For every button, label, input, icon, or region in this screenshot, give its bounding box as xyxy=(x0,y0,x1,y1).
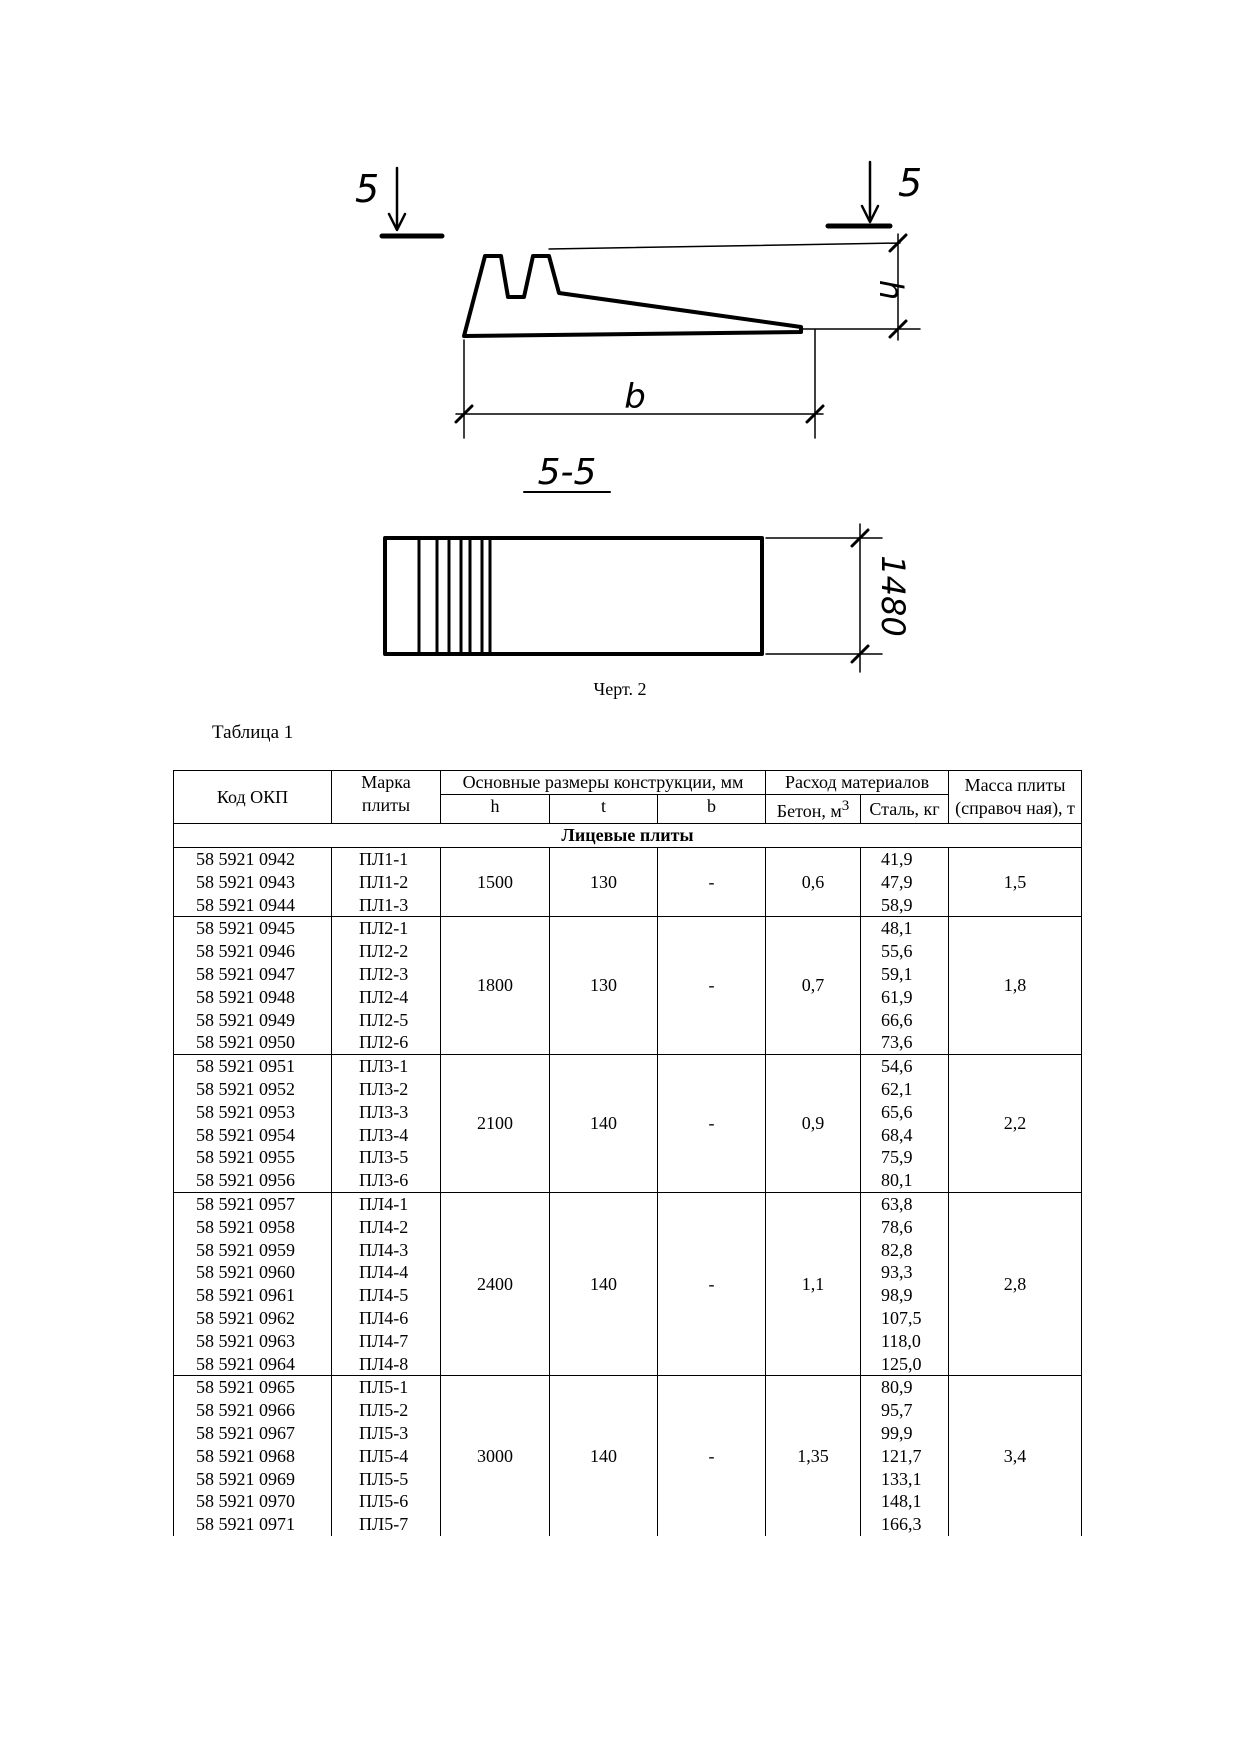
cell-marks-line: ПЛ5-5 xyxy=(359,1468,409,1489)
cell-codes-line: 58 5921 0970 xyxy=(196,1491,295,1512)
cell-steel-line: 80,9 xyxy=(881,1377,913,1398)
cell-codes-line: 58 5921 0969 xyxy=(196,1468,295,1489)
cell-codes-line: 58 5921 0942 xyxy=(196,849,295,869)
cell-mass: 1,8 xyxy=(949,917,1082,1055)
dim-h-ext-top xyxy=(549,243,900,249)
cell-steel-line: 133,1 xyxy=(881,1468,922,1489)
cell-codes-line: 58 5921 0954 xyxy=(196,1124,295,1145)
cell-marks-line: ПЛ2-4 xyxy=(359,986,409,1007)
cell-steel-line: 68,4 xyxy=(881,1124,913,1145)
plate-profile xyxy=(464,256,801,336)
header-dims: Основные размеры конструкции, мм xyxy=(441,771,766,795)
cell-codes-line: 58 5921 0959 xyxy=(196,1239,295,1260)
cell-steel-line: 41,9 xyxy=(881,849,913,869)
section-row xyxy=(174,824,1082,848)
cell-steel-line: 58,9 xyxy=(881,894,913,915)
cell-mass: 1,5 xyxy=(949,848,1082,917)
cell-codes-line: 58 5921 0950 xyxy=(196,1032,295,1053)
cell-marks-line: ПЛ3-3 xyxy=(359,1101,409,1122)
header-concrete-label: Бетон, м xyxy=(776,801,842,821)
cell-steel-line: 148,1 xyxy=(881,1491,922,1512)
cell-b: - xyxy=(658,1055,766,1193)
cell-mass: 2,2 xyxy=(949,1055,1082,1193)
cell-marks xyxy=(332,1376,441,1536)
cell-steel xyxy=(861,1376,949,1536)
cell-codes-line: 58 5921 0965 xyxy=(196,1377,295,1398)
dim-h-label: h xyxy=(872,279,910,301)
cell-marks-line: ПЛ4-8 xyxy=(359,1353,409,1374)
cell-steel-line: 48,1 xyxy=(881,918,913,939)
cell-h: 2100 xyxy=(441,1055,550,1193)
cell-t: 140 xyxy=(550,1376,658,1536)
cell-marks-line: ПЛ2-6 xyxy=(359,1032,409,1053)
cell-t: 130 xyxy=(550,848,658,917)
cell-steel-line: 99,9 xyxy=(881,1422,913,1443)
header-concrete xyxy=(766,795,861,824)
cell-codes xyxy=(174,917,332,1055)
cell-marks-line: ПЛ4-3 xyxy=(359,1239,409,1260)
cell-steel-line: 82,8 xyxy=(881,1239,913,1260)
cell-codes-line: 58 5921 0949 xyxy=(196,1009,295,1030)
cell-b: - xyxy=(658,1192,766,1375)
header-code: Код ОКП xyxy=(174,771,332,824)
cell-t: 130 xyxy=(550,917,658,1055)
table-group-row xyxy=(174,848,1082,917)
cell-marks-line: ПЛ5-7 xyxy=(359,1514,409,1535)
cell-codes-line: 58 5921 0946 xyxy=(196,941,295,962)
cell-marks-line: ПЛ2-3 xyxy=(359,963,409,984)
table-group-row xyxy=(174,1376,1082,1536)
cell-marks-line: ПЛ2-2 xyxy=(359,941,409,962)
cell-codes-line: 58 5921 0957 xyxy=(196,1193,295,1214)
cell-steel xyxy=(861,1192,949,1375)
header-h: h xyxy=(441,795,550,824)
cell-codes-line: 58 5921 0962 xyxy=(196,1307,295,1328)
section-title-label: 5-5 xyxy=(537,452,597,493)
section-mark-left-label: 5 xyxy=(355,167,380,211)
cell-steel-line: 95,7 xyxy=(881,1400,913,1421)
cell-codes xyxy=(174,1376,332,1536)
cell-steel-line: 55,6 xyxy=(881,941,913,962)
cell-marks xyxy=(332,848,441,917)
table-group-row xyxy=(174,917,1082,1055)
spec-table xyxy=(173,770,1082,1536)
cell-steel-line: 98,9 xyxy=(881,1285,913,1306)
cell-steel xyxy=(861,848,949,917)
cell-codes-line: 58 5921 0955 xyxy=(196,1147,295,1168)
cell-codes xyxy=(174,1055,332,1193)
cell-concrete: 1,1 xyxy=(766,1192,861,1375)
cell-steel-line: 80,1 xyxy=(881,1170,913,1191)
cell-steel-line: 47,9 xyxy=(881,871,913,892)
cell-codes-line: 58 5921 0968 xyxy=(196,1445,295,1466)
cell-mass: 3,4 xyxy=(949,1376,1082,1536)
cell-h: 1500 xyxy=(441,848,550,917)
table-label: Таблица 1 xyxy=(212,722,294,743)
plan-view-outline xyxy=(385,538,762,654)
cell-marks-line: ПЛ1-1 xyxy=(359,849,409,869)
cell-codes-line: 58 5921 0956 xyxy=(196,1170,295,1191)
header-materials: Расход материалов xyxy=(766,771,949,795)
cell-steel-line: 166,3 xyxy=(881,1514,922,1535)
cell-codes-line: 58 5921 0953 xyxy=(196,1101,295,1122)
cell-codes-line: 58 5921 0951 xyxy=(196,1056,295,1077)
cell-steel-line: 125,0 xyxy=(881,1353,922,1374)
cell-steel-line: 93,3 xyxy=(881,1262,913,1283)
cell-codes-line: 58 5921 0961 xyxy=(196,1285,295,1306)
cell-codes-line: 58 5921 0960 xyxy=(196,1262,295,1283)
cell-codes-line: 58 5921 0958 xyxy=(196,1216,295,1237)
cell-concrete: 0,6 xyxy=(766,848,861,917)
cell-steel-line: 54,6 xyxy=(881,1056,913,1077)
cell-steel-line: 107,5 xyxy=(881,1307,922,1328)
cell-codes-line: 58 5921 0952 xyxy=(196,1078,295,1099)
cell-b: - xyxy=(658,848,766,917)
cell-codes-line: 58 5921 0943 xyxy=(196,871,295,892)
cell-steel-line: 78,6 xyxy=(881,1216,913,1237)
cell-b: - xyxy=(658,1376,766,1536)
section-title: Лицевые плиты xyxy=(174,824,1082,848)
cell-h: 2400 xyxy=(441,1192,550,1375)
cell-marks-line: ПЛ4-2 xyxy=(359,1216,409,1237)
cell-marks-line: ПЛ3-2 xyxy=(359,1078,409,1099)
cell-steel-line: 73,6 xyxy=(881,1032,913,1053)
cell-t: 140 xyxy=(550,1055,658,1193)
header-mass: Масса плиты (справоч ная), т xyxy=(949,771,1082,824)
cell-codes-line: 58 5921 0948 xyxy=(196,986,295,1007)
cell-steel-line: 65,6 xyxy=(881,1101,913,1122)
cell-steel-line: 62,1 xyxy=(881,1078,913,1099)
header-concrete-sup: 3 xyxy=(841,798,850,814)
cell-marks-line: ПЛ4-4 xyxy=(359,1262,409,1283)
cell-h: 1800 xyxy=(441,917,550,1055)
cell-marks xyxy=(332,1192,441,1375)
header-t: t xyxy=(550,795,658,824)
cell-marks-line: ПЛ5-6 xyxy=(359,1491,409,1512)
cell-h: 3000 xyxy=(441,1376,550,1536)
cell-marks-line: ПЛ5-4 xyxy=(359,1445,409,1466)
cell-marks-line: ПЛ5-2 xyxy=(359,1400,409,1421)
table-group-row xyxy=(174,1055,1082,1193)
header-row-1 xyxy=(174,771,1082,795)
cell-codes-line: 58 5921 0947 xyxy=(196,963,295,984)
cell-concrete: 0,9 xyxy=(766,1055,861,1193)
header-steel: Сталь, кг xyxy=(861,795,949,824)
cell-marks-line: ПЛ1-3 xyxy=(359,894,409,915)
cell-t: 140 xyxy=(550,1192,658,1375)
cell-steel-line: 61,9 xyxy=(881,986,913,1007)
cell-steel xyxy=(861,1055,949,1193)
cell-marks-line: ПЛ4-6 xyxy=(359,1307,409,1328)
figure-caption: Черт. 2 xyxy=(593,679,647,699)
cell-codes-line: 58 5921 0964 xyxy=(196,1353,295,1374)
cell-steel-line: 75,9 xyxy=(881,1147,913,1168)
header-mark: Марка плиты xyxy=(332,771,441,824)
cell-codes-line: 58 5921 0963 xyxy=(196,1330,295,1351)
cell-concrete: 1,35 xyxy=(766,1376,861,1536)
cell-b: - xyxy=(658,917,766,1055)
cell-codes-line: 58 5921 0971 xyxy=(196,1514,295,1535)
cell-mass: 2,8 xyxy=(949,1192,1082,1375)
cell-marks-line: ПЛ2-1 xyxy=(359,918,409,939)
cell-steel-line: 63,8 xyxy=(881,1193,913,1214)
cell-codes xyxy=(174,1192,332,1375)
cell-marks-line: ПЛ3-5 xyxy=(359,1147,409,1168)
cell-marks-line: ПЛ4-1 xyxy=(359,1193,409,1214)
cell-steel-line: 118,0 xyxy=(881,1330,921,1351)
cell-concrete: 0,7 xyxy=(766,917,861,1055)
cell-marks-line: ПЛ3-6 xyxy=(359,1170,409,1191)
cell-codes-line: 58 5921 0945 xyxy=(196,918,295,939)
cell-codes-line: 58 5921 0966 xyxy=(196,1400,295,1421)
cell-marks-line: ПЛ1-2 xyxy=(359,871,409,892)
cell-marks-line: ПЛ3-1 xyxy=(359,1056,409,1077)
cell-marks-line: ПЛ3-4 xyxy=(359,1124,409,1145)
cell-steel-line: 66,6 xyxy=(881,1009,913,1030)
cell-steel xyxy=(861,917,949,1055)
cell-marks-line: ПЛ4-5 xyxy=(359,1285,409,1306)
dim-b-label: b xyxy=(624,377,646,417)
cell-marks xyxy=(332,1055,441,1193)
cell-marks-line: ПЛ5-3 xyxy=(359,1422,409,1443)
table-group-row xyxy=(174,1192,1082,1375)
cell-codes-line: 58 5921 0967 xyxy=(196,1422,295,1443)
cell-marks-line: ПЛ2-5 xyxy=(359,1009,409,1030)
dim-1480-label: 1480 xyxy=(874,555,912,637)
technical-drawing xyxy=(330,150,950,690)
section-mark-right-label: 5 xyxy=(898,161,923,205)
cell-codes xyxy=(174,848,332,917)
cell-marks xyxy=(332,917,441,1055)
header-b: b xyxy=(658,795,766,824)
cell-steel-line: 121,7 xyxy=(881,1445,922,1466)
cell-steel-line: 59,1 xyxy=(881,963,913,984)
cell-marks-line: ПЛ4-7 xyxy=(359,1330,409,1351)
cell-marks-line: ПЛ5-1 xyxy=(359,1377,409,1398)
cell-codes-line: 58 5921 0944 xyxy=(196,894,295,915)
